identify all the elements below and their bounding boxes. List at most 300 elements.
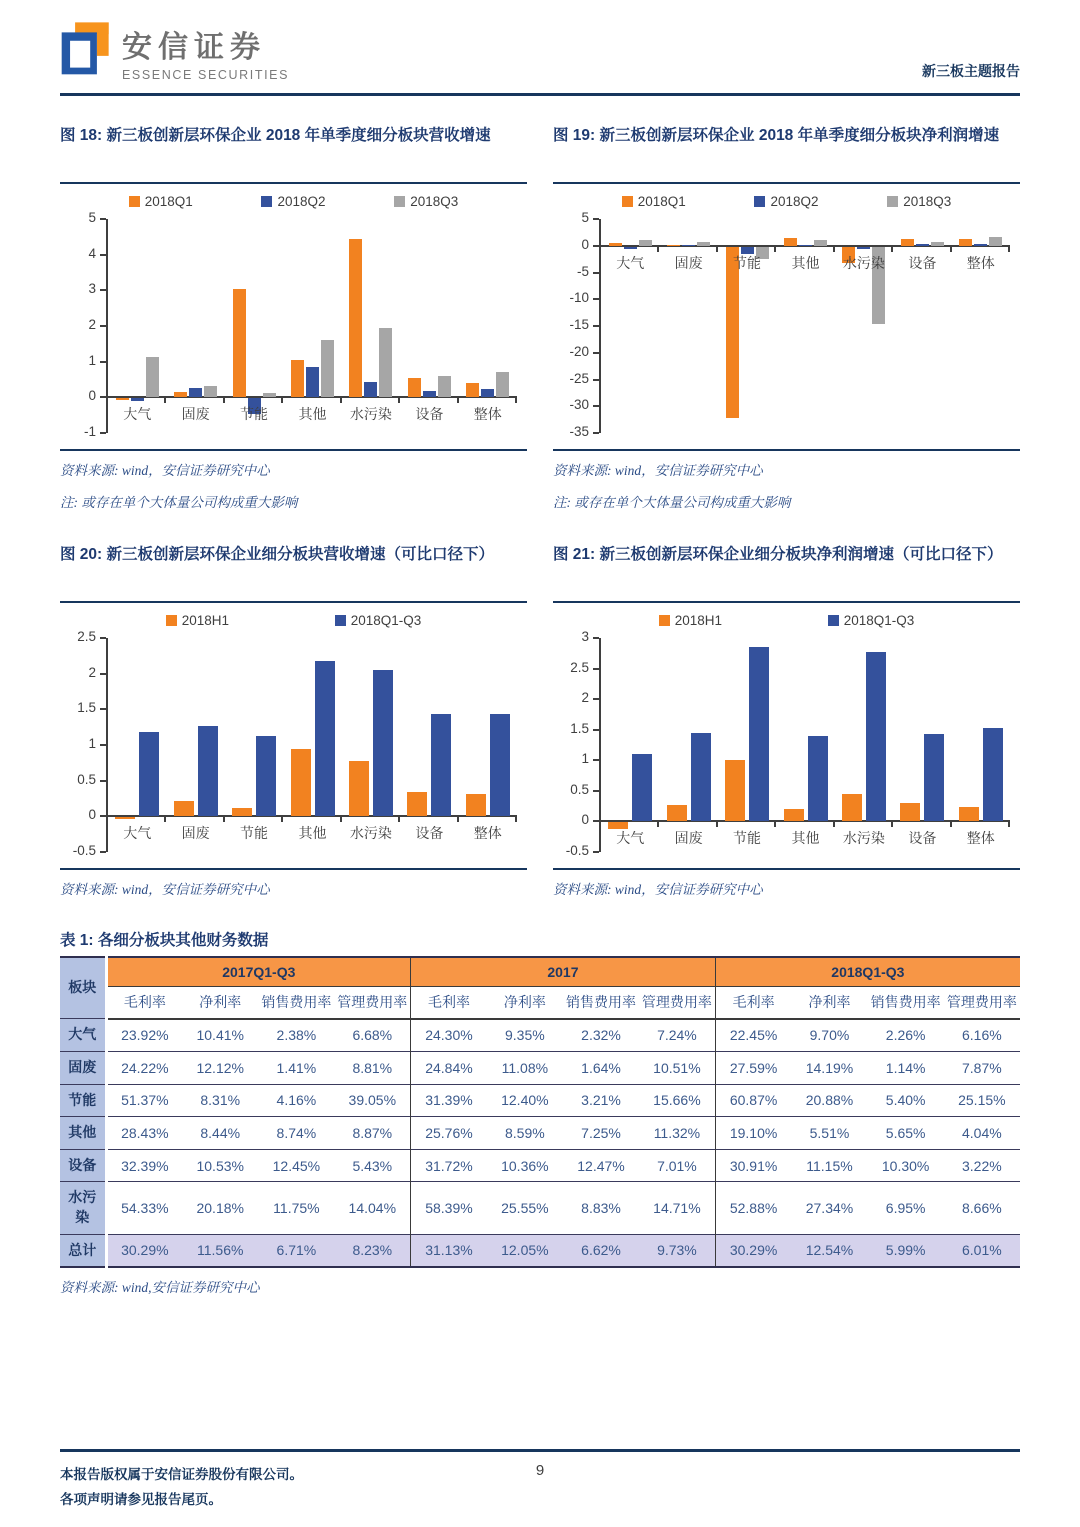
legend-item (659, 613, 722, 628)
table-cell: 24.30% (411, 1019, 487, 1052)
figure-19-title: 图 19: 新三板创新层环保企业 2018 年单季度细分板块净利润增速 (553, 122, 1020, 184)
table-cell: 27.59% (715, 1051, 791, 1084)
legend-item (828, 613, 915, 628)
x-axis-tick (164, 397, 166, 403)
table-column-header: 销售费用率 (258, 987, 334, 1019)
y-axis-tick (100, 744, 106, 746)
y-axis-tick (593, 298, 599, 300)
table-cell: 12.47% (563, 1149, 639, 1182)
bar (131, 398, 144, 400)
table-group-header: 2017 (411, 957, 716, 987)
bar (466, 383, 479, 397)
category-label: 水污染 (842, 830, 885, 847)
x-axis-tick (891, 821, 893, 827)
table-cell: 22.45% (715, 1019, 791, 1052)
table-cell: 1.64% (563, 1051, 639, 1084)
x-axis-tick (833, 821, 835, 827)
table-cell: 12.40% (487, 1084, 563, 1117)
table-column-header: 销售费用率 (563, 987, 639, 1019)
table-cell: 10.53% (182, 1149, 258, 1182)
table-cell: 2.26% (868, 1019, 944, 1052)
table-column-header: 净利率 (182, 987, 258, 1019)
table-cell: 7.01% (639, 1149, 715, 1182)
legend-item (335, 613, 422, 628)
x-axis-tick (223, 816, 225, 822)
figures-row-1 (60, 122, 1020, 511)
table-column-header: 净利率 (487, 987, 563, 1019)
y-axis-label: 0.5 (570, 781, 589, 797)
y-axis-tick (100, 708, 106, 710)
table-cell: 58.39% (411, 1182, 487, 1234)
y-axis-tick (593, 432, 599, 434)
table-cell: 14.19% (791, 1051, 867, 1084)
bar (784, 809, 804, 822)
x-axis-tick (398, 816, 400, 822)
table-cell: 25.15% (944, 1084, 1020, 1117)
x-axis-tick (515, 397, 517, 403)
table-cell: 2.32% (563, 1019, 639, 1052)
brand-name-en: ESSENCE SECURITIES (122, 68, 290, 82)
y-axis-label: 0 (581, 812, 589, 828)
y-axis-tick (593, 759, 599, 761)
x-axis-tick (950, 246, 952, 252)
bar (263, 393, 276, 398)
table-cell: 6.62% (563, 1234, 639, 1267)
figure-19-legend (553, 194, 1020, 209)
bar (496, 372, 509, 398)
legend-swatch-icon (659, 615, 670, 626)
category-label: 节能 (733, 830, 762, 847)
y-axis-tick (100, 432, 106, 434)
table-row (60, 1149, 1020, 1182)
table-cell: 8.66% (944, 1182, 1020, 1234)
bar (423, 391, 436, 397)
y-axis-label: 2 (88, 317, 96, 332)
table-row (60, 1234, 1020, 1267)
table-row-label: 大气 (60, 1019, 106, 1052)
y-axis-tick (593, 352, 599, 354)
category-label: 设备 (908, 254, 937, 271)
table-column-header: 销售费用率 (868, 987, 944, 1019)
bar (916, 244, 929, 246)
table-cell: 7.87% (944, 1051, 1020, 1084)
legend-item (394, 194, 458, 209)
y-axis-tick (593, 851, 599, 853)
bar (204, 386, 217, 398)
table-row-label: 总计 (60, 1234, 106, 1267)
x-axis-tick (950, 821, 952, 827)
y-axis-line (106, 219, 108, 433)
bar (989, 237, 1002, 246)
table-cell: 9.70% (791, 1019, 867, 1052)
bar (924, 734, 944, 821)
y-axis-label: -5 (576, 263, 589, 279)
legend-swatch-icon (828, 615, 839, 626)
legend-swatch-icon (887, 196, 898, 207)
figure-21-chart (553, 630, 1020, 858)
y-axis-tick (593, 245, 599, 247)
table-cell: 7.25% (563, 1117, 639, 1150)
y-axis-label: -10 (569, 290, 589, 306)
y-axis-label: 2.5 (570, 659, 589, 675)
y-axis-tick (593, 405, 599, 407)
table-cell: 20.18% (182, 1182, 258, 1234)
legend-swatch-icon (622, 196, 633, 207)
x-axis-tick (223, 397, 225, 403)
legend-swatch-icon (261, 196, 272, 207)
legend-label: 2018Q3 (903, 194, 952, 209)
brand-name-cn: 安信证券 (122, 31, 266, 64)
bar (481, 389, 494, 397)
bar (174, 801, 194, 816)
category-label: 其他 (791, 830, 820, 847)
figure-20-source: 资料来源: wind，安信证券研究中心 (60, 868, 527, 898)
category-label: 设备 (415, 825, 444, 842)
legend-item (166, 613, 229, 628)
table-group-header: 2017Q1-Q3 (106, 957, 411, 987)
bar (431, 714, 451, 816)
bar (808, 736, 828, 822)
category-label: 整体 (473, 406, 502, 423)
figure-20-legend (60, 613, 527, 628)
x-axis-tick (457, 816, 459, 822)
y-axis-tick (593, 820, 599, 822)
page-number: 9 (535, 1461, 545, 1479)
financial-table (60, 956, 1020, 1268)
category-label: 大气 (123, 406, 152, 423)
y-axis-label: 1 (88, 736, 96, 751)
brand (60, 22, 289, 83)
y-axis-tick (100, 289, 106, 291)
bar (233, 289, 246, 398)
bar (632, 754, 652, 821)
y-axis-label: 2 (88, 664, 96, 680)
legend-label: 2018Q1-Q3 (843, 613, 915, 628)
table-cell: 8.87% (334, 1117, 410, 1150)
y-axis-tick (593, 272, 599, 274)
table-source: 资料来源: wind,安信证券研究中心 (60, 1280, 260, 1296)
table-cell: 15.66% (639, 1084, 715, 1117)
bar (799, 245, 812, 246)
bar (725, 760, 745, 822)
category-label: 大气 (123, 825, 152, 842)
x-axis-tick (716, 246, 718, 252)
figure-18 (60, 122, 527, 511)
x-axis-tick (281, 397, 283, 403)
y-axis-label: 3 (581, 629, 589, 644)
legend-label: 2018Q2 (770, 194, 819, 209)
figure-19-source: 资料来源: wind，安信证券研究中心 (553, 449, 1020, 479)
report-tag: 新三板主题报告 (922, 65, 1020, 80)
bar (691, 733, 711, 822)
table-cell: 39.05% (334, 1084, 410, 1117)
y-axis-line (599, 219, 601, 433)
table-cell: 5.40% (868, 1084, 944, 1117)
bar (232, 808, 252, 816)
table-cell: 9.73% (639, 1234, 715, 1267)
page-header (60, 22, 1020, 96)
y-axis-label: -35 (569, 424, 589, 439)
legend-label: 2018Q1 (144, 194, 193, 209)
bar (609, 243, 622, 246)
table-cell: 8.23% (334, 1234, 410, 1267)
legend-item (622, 194, 686, 209)
table-cell: 14.04% (334, 1182, 410, 1234)
copyright-line-2: 各项声明请参见报告尾页。 (60, 1492, 222, 1508)
table-column-header: 管理费用率 (639, 987, 715, 1019)
legend-item (754, 194, 818, 209)
table-column-header: 管理费用率 (334, 987, 410, 1019)
bar (974, 244, 987, 246)
table-cell: 8.81% (334, 1051, 410, 1084)
bar (174, 392, 187, 397)
figure-21 (553, 541, 1020, 898)
table-cell: 12.05% (487, 1234, 563, 1267)
bar (682, 245, 695, 246)
figure-18-note: 注: 或存在单个大体量公司构成重大影响 (60, 495, 298, 510)
figure-20-chart (60, 630, 527, 858)
category-label: 水污染 (349, 406, 392, 423)
bar (901, 239, 914, 245)
table-cell: 8.31% (182, 1084, 258, 1117)
category-label: 水污染 (349, 825, 392, 842)
bar (379, 328, 392, 398)
bar (291, 749, 311, 816)
y-axis-label: 0 (88, 807, 96, 823)
table-cell: 10.41% (182, 1019, 258, 1052)
y-axis-tick (100, 218, 106, 220)
bar (667, 805, 687, 822)
x-axis-tick (657, 246, 659, 252)
figures-row-2 (60, 541, 1020, 898)
category-label: 大气 (616, 830, 645, 847)
bar (291, 360, 304, 397)
table-group-header: 2018Q1-Q3 (715, 957, 1020, 987)
legend-label: 2018Q3 (410, 194, 459, 209)
category-label: 整体 (966, 830, 995, 847)
table-cell: 4.16% (258, 1084, 334, 1117)
table-cell: 6.68% (334, 1019, 410, 1052)
bar (490, 714, 510, 816)
bar (116, 398, 129, 400)
category-label: 节能 (733, 254, 762, 271)
table-cell: 11.08% (487, 1051, 563, 1084)
bar (784, 238, 797, 246)
y-axis-tick (100, 396, 106, 398)
bar (315, 661, 335, 817)
table-row-label: 设备 (60, 1149, 106, 1182)
table-cell: 2.38% (258, 1019, 334, 1052)
bar (321, 340, 334, 397)
table-row (60, 1084, 1020, 1117)
x-axis-tick (1008, 821, 1010, 827)
table-cell: 3.21% (563, 1084, 639, 1117)
table-column-header: 毛利率 (411, 987, 487, 1019)
bar (407, 792, 427, 816)
y-axis-label: -20 (569, 343, 589, 359)
table-corner-label: 板块 (60, 957, 106, 1019)
x-axis-tick (891, 246, 893, 252)
x-axis-tick (398, 397, 400, 403)
y-axis-label: 0 (88, 388, 96, 404)
bar (900, 803, 920, 821)
bar (959, 807, 979, 822)
category-label: 节能 (240, 825, 269, 842)
table-row (60, 1117, 1020, 1150)
figure-19-note: 注: 或存在单个大体量公司构成重大影响 (553, 495, 791, 510)
legend-label: 2018H1 (674, 613, 723, 628)
figure-18-legend (60, 194, 527, 209)
legend-swatch-icon (166, 615, 177, 626)
x-axis-tick (833, 246, 835, 252)
table-cell: 51.37% (106, 1084, 182, 1117)
table-cell: 5.43% (334, 1149, 410, 1182)
table-cell: 11.15% (791, 1149, 867, 1182)
table-cell: 6.01% (944, 1234, 1020, 1267)
legend-label: 2018Q2 (277, 194, 326, 209)
legend-label: 2018Q1-Q3 (350, 613, 422, 628)
legend-label: 2018H1 (181, 613, 230, 628)
y-axis-tick (100, 325, 106, 327)
y-axis-label: 1 (581, 751, 589, 767)
category-label: 设备 (415, 406, 444, 423)
y-axis-tick (100, 673, 106, 675)
y-axis-label: 0.5 (77, 771, 96, 787)
figure-18-chart (60, 211, 527, 439)
table-cell: 7.24% (639, 1019, 715, 1052)
table-cell: 4.04% (944, 1117, 1020, 1150)
bar (189, 388, 202, 397)
figure-20-title: 图 20: 新三板创新层环保企业细分板块营收增速（可比口径下） (60, 541, 527, 603)
y-axis-tick (593, 698, 599, 700)
copyright-line-1: 本报告版权属于安信证券股份有限公司。 (60, 1466, 303, 1482)
table-cell: 30.91% (715, 1149, 791, 1182)
table-cell: 12.12% (182, 1051, 258, 1084)
table-column-header: 净利率 (791, 987, 867, 1019)
bar (842, 794, 862, 822)
figure-21-source: 资料来源: wind，安信证券研究中心 (553, 868, 1020, 898)
bar (198, 726, 218, 816)
table-cell: 8.44% (182, 1117, 258, 1150)
bar (639, 240, 652, 245)
category-label: 其他 (298, 406, 327, 423)
y-axis-tick (593, 325, 599, 327)
x-axis-tick (340, 397, 342, 403)
category-label: 大气 (616, 254, 645, 271)
bar (466, 794, 486, 816)
table-cell: 19.10% (715, 1117, 791, 1150)
bar (115, 817, 135, 818)
table-cell: 32.39% (106, 1149, 182, 1182)
bar (408, 378, 421, 398)
figure-21-legend (553, 613, 1020, 628)
table-column-header: 毛利率 (106, 987, 182, 1019)
bar (256, 736, 276, 817)
x-axis-tick (774, 246, 776, 252)
category-label: 水污染 (842, 254, 885, 271)
table-cell: 20.88% (791, 1084, 867, 1117)
y-axis-label: -0.5 (72, 843, 96, 858)
table-cell: 5.51% (791, 1117, 867, 1150)
y-axis-tick (593, 218, 599, 220)
category-label: 固废 (181, 825, 210, 842)
table-column-header: 毛利率 (715, 987, 791, 1019)
category-label: 整体 (966, 254, 995, 271)
table-cell: 11.32% (639, 1117, 715, 1150)
table-cell: 23.92% (106, 1019, 182, 1052)
x-axis-tick (657, 821, 659, 827)
legend-swatch-icon (394, 196, 405, 207)
table-cell: 31.13% (411, 1234, 487, 1267)
y-axis-label: 2.5 (77, 629, 96, 644)
y-axis-tick (100, 851, 106, 853)
table-section (60, 928, 1020, 1296)
x-axis-tick (515, 816, 517, 822)
copyright-block (60, 1462, 444, 1513)
x-axis-tick (340, 816, 342, 822)
table-cell: 5.99% (868, 1234, 944, 1267)
table-cell: 6.95% (868, 1182, 944, 1234)
table-row (60, 1019, 1020, 1052)
bar (866, 652, 886, 821)
y-axis-tick (100, 780, 106, 782)
figure-19-chart (553, 211, 1020, 439)
y-axis-label: 1.5 (77, 700, 96, 716)
table-row-label: 节能 (60, 1084, 106, 1117)
bar (306, 367, 319, 397)
x-axis-tick (1008, 246, 1010, 252)
category-label: 固废 (674, 830, 703, 847)
bar (749, 647, 769, 821)
y-axis-label: 1.5 (570, 720, 589, 736)
table-cell: 8.59% (487, 1117, 563, 1150)
category-label: 固废 (674, 254, 703, 271)
essence-logo-icon (60, 22, 112, 83)
table-cell: 8.83% (563, 1182, 639, 1234)
table-row-label: 固废 (60, 1051, 106, 1084)
legend-label: 2018Q1 (637, 194, 686, 209)
figure-20 (60, 541, 527, 898)
table-cell: 27.34% (791, 1182, 867, 1234)
bar (373, 670, 393, 816)
category-label: 节能 (240, 406, 269, 423)
bar (364, 382, 377, 397)
table-column-header: 管理费用率 (944, 987, 1020, 1019)
x-axis-tick (716, 821, 718, 827)
y-axis-label: -25 (569, 370, 589, 386)
y-axis-label: 5 (88, 210, 96, 225)
bar (349, 239, 362, 398)
bar (931, 242, 944, 246)
bar (624, 247, 637, 249)
category-label: 整体 (473, 825, 502, 842)
x-axis-tick (164, 816, 166, 822)
y-axis-tick (100, 361, 106, 363)
bar (146, 357, 159, 397)
y-axis-tick (593, 729, 599, 731)
bar (667, 245, 680, 246)
table-cell: 1.14% (868, 1051, 944, 1084)
y-axis-label: 5 (581, 210, 589, 225)
table-cell: 10.51% (639, 1051, 715, 1084)
table-cell: 11.56% (182, 1234, 258, 1267)
y-axis-label: -1 (83, 424, 96, 439)
table-cell: 60.87% (715, 1084, 791, 1117)
legend-swatch-icon (754, 196, 765, 207)
table-cell: 6.71% (258, 1234, 334, 1267)
table-cell: 54.33% (106, 1182, 182, 1234)
table-cell: 30.29% (715, 1234, 791, 1267)
